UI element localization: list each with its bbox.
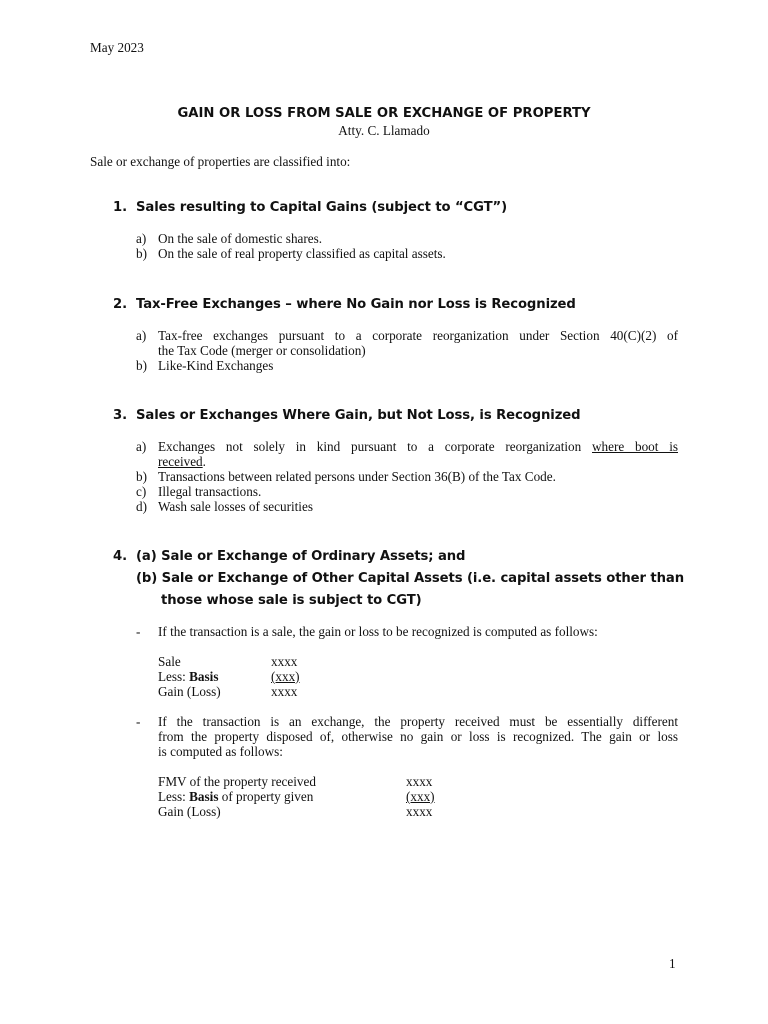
section-1-heading: Sales resulting to Capital Gains (subject to “CGT”) (136, 200, 507, 215)
bullet-text-line: If the transaction is an exchange, the property received must be essentially different (158, 714, 678, 729)
bullet-text-line: is computed as follows: (158, 744, 283, 759)
item-label: b) (136, 246, 147, 261)
item-text-line: the Tax Code (merger or consolidation) (158, 343, 366, 358)
page-number: 1 (669, 956, 676, 971)
item-text-line (158, 439, 678, 455)
table-label: Gain (Loss) (158, 684, 221, 699)
item-text: On the sale of real property classified as capital assets. (158, 246, 446, 261)
item-label: b) (136, 358, 147, 373)
table-label: Sale (158, 654, 181, 669)
item-text-line: Tax-free exchanges pursuant to a corporate reorganization under Section 40(C)(2) of (158, 328, 678, 343)
item-label: a) (136, 231, 147, 246)
item-text-underlined: where boot is (592, 439, 678, 454)
table-value: (xxx) (271, 669, 300, 684)
table-label: Less: Basis (158, 669, 219, 684)
section-3-heading: Sales or Exchanges Where Gain, but Not Loss, is Recognized (136, 408, 581, 423)
table-value: xxxx (271, 654, 298, 669)
list-item (136, 469, 556, 485)
intro-text: Sale or exchange of properties are classified into: (90, 154, 351, 169)
dash-bullet: - (136, 624, 141, 639)
item-text-plain: Exchanges not solely in kind pursuant to a corporate reorganization (158, 439, 593, 454)
bullet-text: If the transaction is a sale, the gain or loss to be recognized is computed as follows: (158, 624, 598, 639)
list-item (136, 358, 273, 374)
item-label: b) (136, 469, 147, 484)
item-text-line (158, 454, 206, 470)
section-4-number: 4. (113, 549, 127, 564)
item-label: c) (136, 484, 147, 499)
list-item (136, 246, 446, 262)
list-item (136, 484, 261, 500)
item-text: On the sale of domestic shares. (158, 231, 323, 246)
item-label: d) (136, 499, 147, 514)
table-value: (xxx) (406, 789, 435, 804)
section-1-number: 1. (113, 200, 127, 215)
item-text: Wash sale losses of securities (158, 499, 313, 514)
item-text-underlined: received (158, 454, 203, 469)
table-value: xxxx (406, 774, 433, 789)
section-2-number: 2. (113, 297, 127, 312)
item-label: a) (136, 439, 147, 454)
date: May 2023 (90, 40, 144, 55)
section-4-heading-b: (b) Sale or Exchange of Other Capital Assets (i.e. capital assets other than (136, 571, 685, 586)
item-text: Transactions between related persons under Section 36(B) of the Tax Code. (158, 469, 556, 484)
section-4-heading-a: (a) Sale or Exchange of Ordinary Assets; and (136, 549, 466, 564)
section-2-heading: Tax-Free Exchanges – where No Gain nor Loss is Recognized (136, 297, 576, 312)
section-3-number: 3. (113, 408, 127, 423)
item-label: a) (136, 328, 147, 343)
list-item (136, 499, 313, 515)
table-value: xxxx (406, 804, 433, 819)
dash-bullet: - (136, 714, 141, 729)
bullet-text-line: from the property disposed of, otherwise no gain or loss is recognized. The gain or loss (158, 729, 678, 744)
item-text: Like-Kind Exchanges (158, 358, 274, 373)
table-value: xxxx (271, 684, 298, 699)
author: Atty. C. Llamado (338, 123, 430, 138)
table-label: Gain (Loss) (158, 804, 221, 819)
item-text-end: . (202, 454, 206, 469)
table-label: FMV of the property received (158, 774, 316, 789)
section-4-heading-c: those whose sale is subject to CGT) (161, 593, 422, 608)
item-text: Illegal transactions. (158, 484, 262, 499)
table-label: Less: Basis of property given (158, 789, 314, 804)
document-title: GAIN OR LOSS FROM SALE OR EXCHANGE OF PROPERTY (177, 106, 591, 121)
list-item (136, 231, 322, 247)
